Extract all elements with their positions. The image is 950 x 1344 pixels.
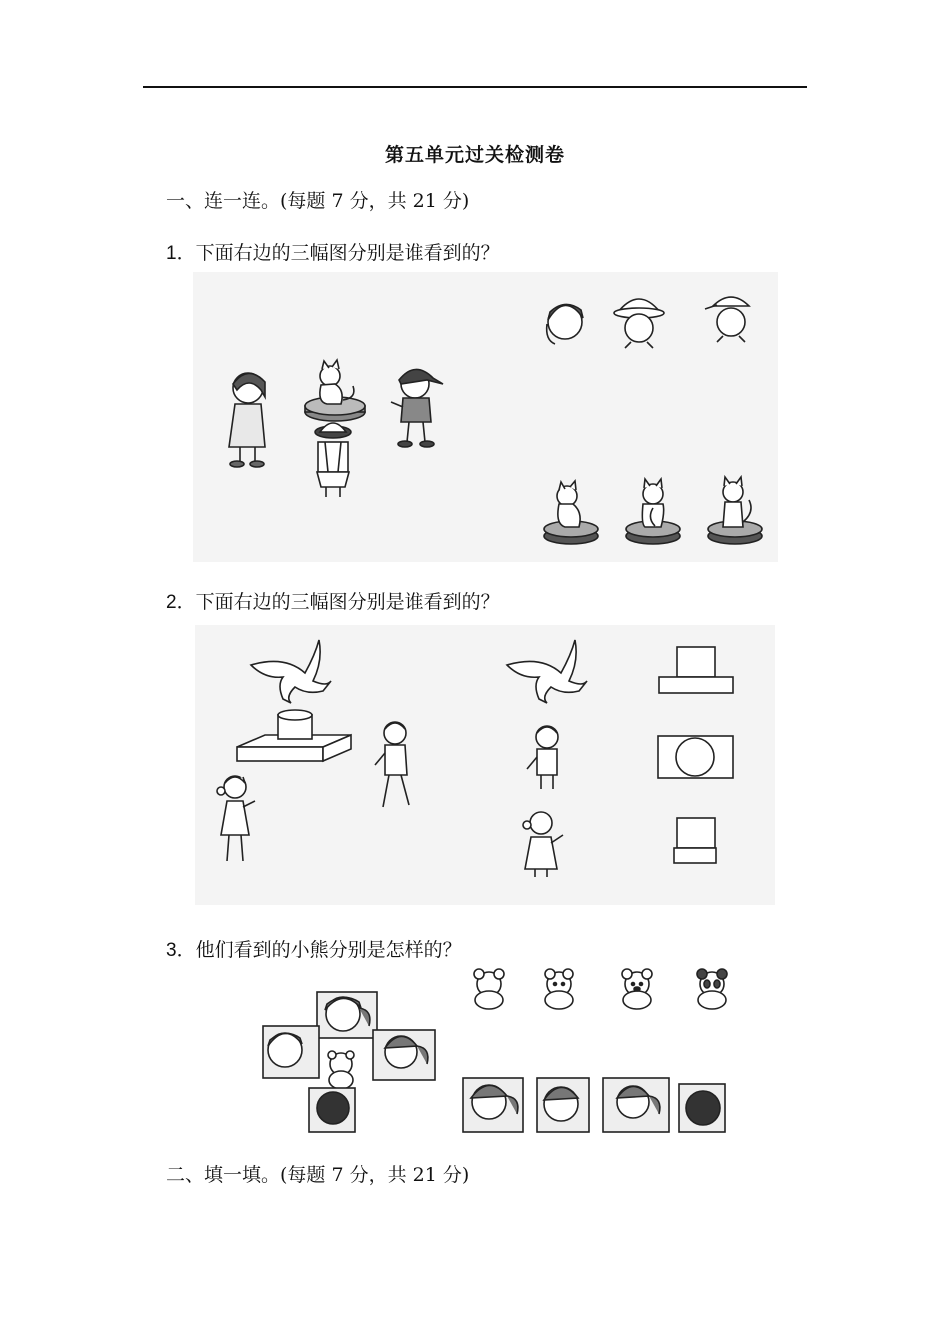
face-cap-option — [705, 297, 749, 342]
girl-right-option — [603, 1078, 669, 1132]
front-view-option — [659, 647, 733, 693]
section1-heading: 一、连一连。(每题 7 分，共 21 分) — [166, 190, 470, 212]
question-1 — [166, 238, 500, 265]
cat-view-2-option — [626, 479, 680, 544]
question-1-number: 1． — [166, 243, 196, 264]
bear-side-option — [545, 969, 573, 1009]
girl-ponytail-option — [463, 1078, 523, 1132]
boy-left-figure — [263, 1026, 319, 1078]
question-3-text: 他们看到的小熊分别是怎样的？ — [195, 939, 462, 961]
bear-panda-option — [697, 969, 727, 1009]
girl-figure — [229, 373, 265, 467]
cap-boy-figure — [391, 369, 443, 447]
boy-option — [527, 726, 558, 789]
question-3 — [166, 935, 462, 962]
question-2 — [166, 587, 500, 614]
bear-figure — [328, 1051, 354, 1089]
header-rule — [143, 86, 807, 88]
girl-ponytail-figure — [317, 992, 377, 1038]
bird-figure — [251, 640, 331, 703]
cat-view-3-option — [708, 477, 762, 544]
question-2-number: 2． — [166, 592, 196, 613]
top-view-option — [658, 736, 733, 778]
boy-figure — [375, 722, 409, 807]
bear-back-option — [474, 969, 504, 1009]
boy-back-figure — [309, 1088, 355, 1132]
question-2-text: 下面右边的三幅图分别是谁看到的？ — [195, 591, 500, 613]
question-3-number: 3． — [166, 940, 196, 961]
question-3-illustration — [255, 962, 735, 1137]
question-1-illustration — [193, 272, 778, 562]
section2-heading: 二、填一填。(每题 7 分，共 21 分) — [166, 1164, 470, 1186]
girl-figure — [217, 776, 255, 861]
side-view-option — [674, 818, 716, 863]
face-girl-option — [547, 304, 583, 344]
face-hat-option — [614, 299, 664, 348]
girl-option — [523, 812, 563, 877]
hat-child-figure — [315, 423, 351, 497]
page-title: 第五单元过关检测卷 — [384, 144, 565, 166]
bear-front-option — [622, 969, 652, 1009]
cat-view-1-option — [544, 481, 598, 544]
question-2-illustration — [195, 625, 775, 905]
girl-right-figure — [373, 1030, 435, 1080]
question-1-text: 下面右边的三幅图分别是谁看到的？ — [195, 242, 500, 264]
cat-on-stand — [305, 360, 365, 421]
bird-option — [507, 640, 587, 703]
slab-cylinder-object — [237, 710, 351, 761]
boy-back-option — [679, 1084, 725, 1132]
boy-option — [537, 1078, 589, 1132]
